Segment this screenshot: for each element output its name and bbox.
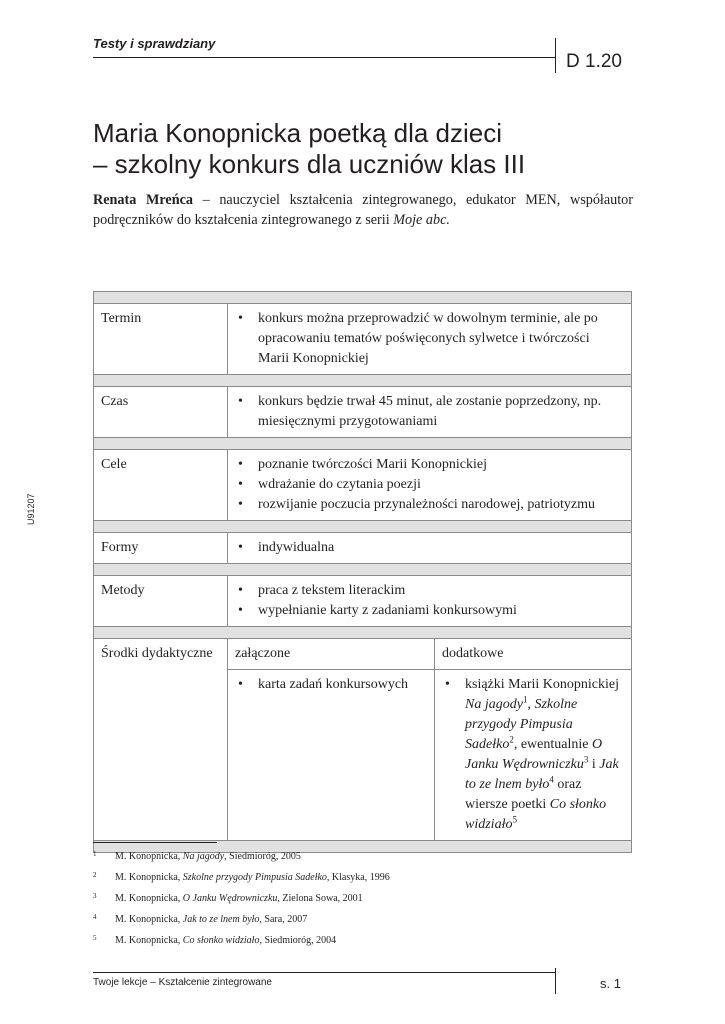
footnote-number: 2 — [93, 871, 97, 879]
author-description: – nauczyciel kształcenia zintegrowanego, edukator MEN, współautor podręczników do kształcenia zintegrowanego z serii — [93, 192, 634, 228]
book-title: Co słonko widziało — [465, 797, 607, 832]
list-item: • wypełnianie karty z zadaniami konkursowymi — [235, 601, 624, 621]
table-row-termin — [94, 304, 632, 375]
footnote — [93, 934, 633, 955]
table-row-cele — [94, 450, 632, 521]
list-item: • karta zadań konkursowych — [235, 675, 427, 695]
book-title: Jak to ze lnem było — [465, 757, 619, 792]
list-item: • indywidualna — [235, 538, 624, 558]
table-separator — [94, 292, 632, 304]
book-title: Szkolne przygody Pimpusia Sadełko — [465, 697, 578, 752]
footnote-rule — [93, 842, 217, 843]
footer-vertical-rule — [555, 968, 556, 994]
row-label: Metody — [94, 576, 228, 627]
footnote-ref: 2 — [509, 734, 514, 745]
footnote — [93, 850, 633, 871]
footnote-title: Szkolne przygody Pimpusia Sadełko — [182, 872, 327, 883]
row-label: Czas — [94, 387, 228, 438]
table-row-formy — [94, 533, 632, 564]
footer-rule — [93, 972, 555, 973]
footnote-title: Na jagody — [182, 851, 225, 862]
footnote-title: Jak to ze lnem było — [182, 914, 260, 925]
row-content — [228, 304, 632, 375]
document-code: D 1.20 — [566, 51, 622, 72]
text: M. Konopnicka, — [115, 914, 183, 925]
text: M. Konopnicka, — [115, 851, 183, 862]
list-item: • rozwijanie poczucia przynależności narodowej, patriotyzmu — [235, 495, 624, 515]
row-content — [228, 576, 632, 627]
row-label: Środki dydaktyczne — [94, 639, 228, 841]
column-header-zalaczone: załączone — [228, 639, 435, 670]
column-header-dodatkowe: dodatkowe — [435, 639, 632, 670]
page-title — [93, 118, 653, 180]
author-series: Moje abc. — [393, 212, 450, 228]
table-separator — [94, 438, 632, 450]
footnote-ref: 4 — [549, 774, 554, 785]
row-content — [228, 450, 632, 521]
text: książki Marii Konopnickiej — [465, 677, 619, 692]
text: , Sara, 2007 — [259, 914, 308, 925]
footnote-number: 3 — [93, 892, 97, 900]
table-separator — [94, 375, 632, 387]
row-content — [228, 533, 632, 564]
row-label: Termin — [94, 304, 228, 375]
header-rule — [93, 57, 555, 58]
list-item: • praca z tekstem literackim — [235, 581, 624, 601]
footnotes — [93, 850, 633, 955]
book-title: O Janku Wędrowniczku — [465, 737, 603, 772]
footnote-number: 1 — [93, 850, 97, 858]
text: , — [527, 697, 535, 712]
text: , Zielona Sowa, 2001 — [277, 893, 363, 904]
text: oraz wiersze poetki — [465, 777, 582, 812]
text: i — [588, 757, 600, 772]
list-item: • wdrażanie do czytania poezji — [235, 475, 624, 495]
footnote — [93, 871, 633, 892]
footnote-title: O Janku Wędrowniczku — [182, 893, 278, 904]
footnote-number: 5 — [93, 934, 97, 942]
footnote — [93, 892, 633, 913]
footer-publication: Twoje lekcje – Kształcenie zintegrowane — [93, 977, 272, 988]
text: , Siedmioróg, 2004 — [259, 935, 337, 946]
title-line-1: Maria Konopnicka poetką dla dzieci — [93, 118, 503, 148]
table-separator — [94, 564, 632, 576]
side-code: U91207 — [26, 493, 36, 525]
text: , ewentualnie — [513, 737, 592, 752]
text: M. Konopnicka, — [115, 872, 183, 883]
additional-materials-cell — [435, 670, 632, 841]
table-row-metody — [94, 576, 632, 627]
footnote-title: Co słonko widziało — [182, 935, 260, 946]
title-line-2: – szkolny konkurs dla uczniów klas III — [93, 149, 526, 179]
row-label: Formy — [94, 533, 228, 564]
footnote-ref: 5 — [512, 814, 517, 825]
table-separator — [94, 521, 632, 533]
attached-materials-cell — [228, 670, 435, 841]
footnote-number: 4 — [93, 913, 97, 921]
footnote-ref: 1 — [522, 694, 528, 705]
table-row-srodki-header — [94, 639, 632, 670]
text: , Siedmioróg, 2005 — [224, 851, 301, 862]
row-content — [228, 387, 632, 438]
table-row-czas — [94, 387, 632, 438]
list-item: • konkurs będzie trwał 45 minut, ale zostanie poprzedzony, np. miesięcznymi przygotowaniami — [235, 392, 624, 432]
footnote — [93, 913, 633, 934]
series-title: Testy i sprawdziany — [93, 36, 216, 51]
book-title: Na jagody — [465, 697, 523, 712]
text: M. Konopnicka, — [115, 893, 183, 904]
text: , Klasyka, 1996 — [326, 872, 390, 883]
list-item: • poznanie twórczości Marii Konopnickiej — [235, 455, 624, 475]
text: M. Konopnicka, — [115, 935, 183, 946]
list-item: • konkurs można przeprowadzić w dowolnym terminie, ale po opracowaniu tematów poświęconych sylwetce i twórczości Marii Konopnickiej — [235, 309, 624, 369]
header-vertical-rule — [555, 38, 556, 73]
footnote-ref: 3 — [583, 754, 589, 765]
list-item — [442, 675, 624, 835]
author-name: Renata Mreńca — [93, 192, 193, 208]
row-label: Cele — [94, 450, 228, 521]
table-separator — [94, 627, 632, 639]
author-note — [93, 190, 633, 230]
lesson-plan-table — [93, 291, 632, 853]
page-number: s. 1 — [600, 976, 621, 991]
